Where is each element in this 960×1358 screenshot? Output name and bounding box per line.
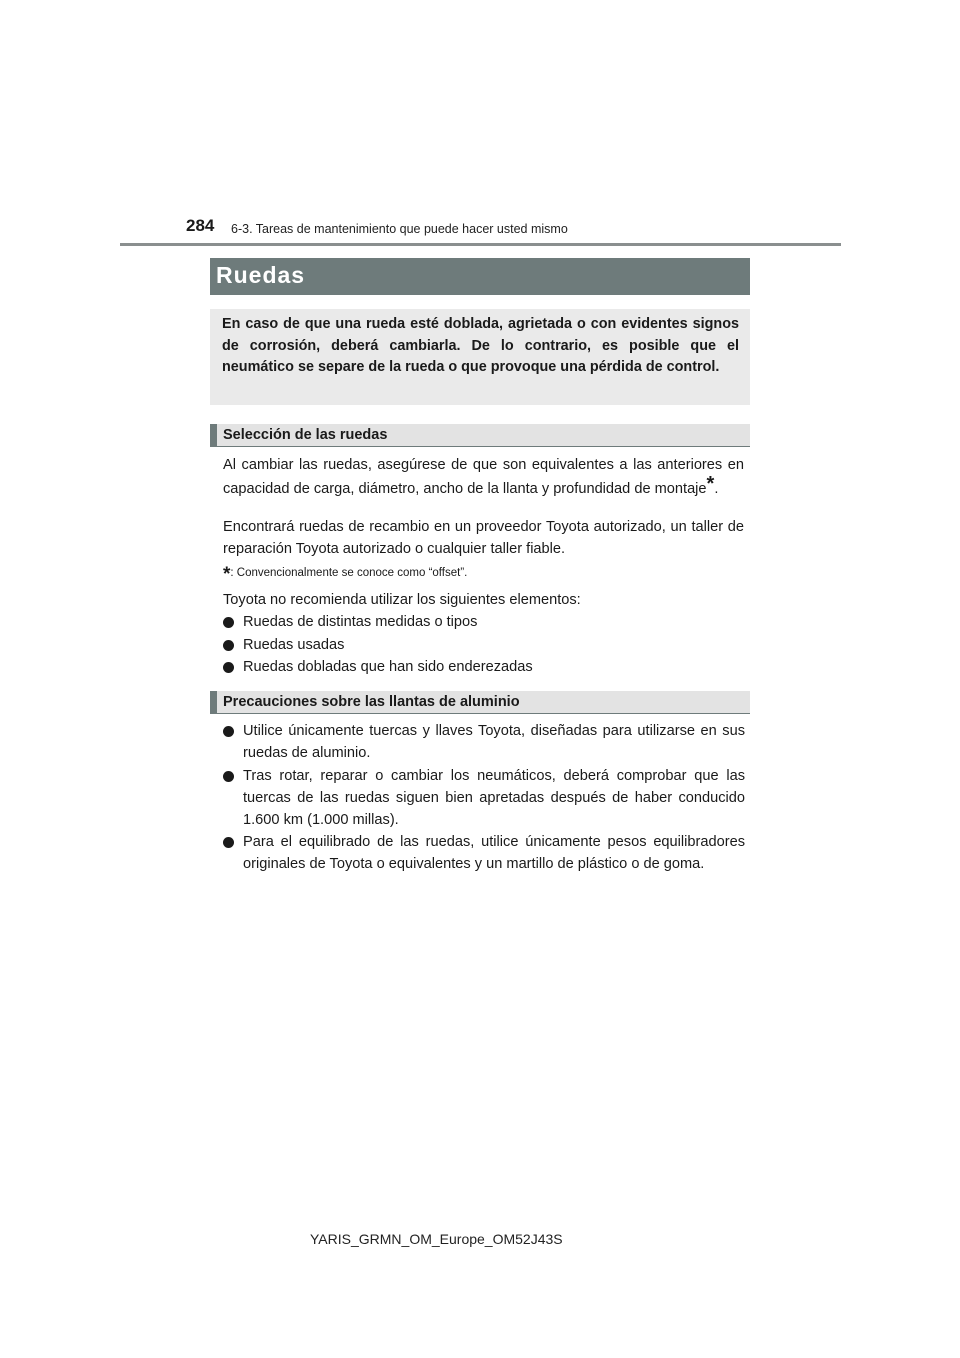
section-heading-text: Selección de las ruedas	[223, 427, 388, 443]
header-rule	[120, 243, 841, 246]
bullet-icon	[223, 662, 234, 673]
intro-warning-box	[210, 309, 750, 405]
list-item-text: Ruedas usadas	[243, 636, 345, 653]
footnote	[223, 564, 467, 586]
document-code: YARIS_GRMN_OM_Europe_OM52J43S	[310, 1231, 563, 1247]
bullet-icon	[223, 771, 234, 782]
section-heading-wheel-selection	[210, 424, 750, 447]
paragraph-end: .	[714, 481, 719, 497]
footnote-star: *	[223, 564, 231, 585]
page-title: Ruedas	[210, 258, 750, 295]
bullet-icon	[223, 640, 234, 651]
list-item	[223, 720, 745, 764]
paragraph-not-recommended: Toyota no recomienda utilizar los siguientes elementos:	[223, 592, 581, 608]
section-heading-aluminum-rims	[210, 691, 750, 714]
paragraph-wheel-equivalence	[223, 454, 744, 500]
section-path: 6-3. Tareas de mantenimiento que puede hacer usted mismo	[231, 222, 568, 236]
list-item-text: Ruedas de distintas medidas o tipos	[243, 614, 478, 630]
list-item	[223, 634, 745, 656]
footnote-marker: *	[706, 473, 715, 495]
paragraph-replacement-source: Encontrará ruedas de recambio en un proveedor Toyota autorizado, un taller de reparación Toyota autorizado o cualquier taller fiable.	[223, 519, 744, 557]
list-item	[223, 831, 745, 875]
paragraph-text: Al cambiar las ruedas, asegúrese de que son equivalentes a las anteriores en capacidad de carga, diámetro, ancho de la llanta y profundidad de montaje	[223, 457, 744, 497]
section-heading-text: Precauciones sobre las llantas de aluminio	[223, 694, 520, 710]
intro-text: En caso de que una rueda esté doblada, agrietada o con evidentes signos de corrosión, deberá cambiarla. De lo contrario, es posible que el neumático se separe de la rueda o que provoque una pérdida de control.	[222, 316, 739, 375]
list-item-text: Para el equilibrado de las ruedas, utilice únicamente pesos equilibradores originales de Toyota o equivalentes y un martillo de plástico o de goma.	[243, 834, 745, 872]
page-number: 284	[186, 216, 215, 235]
list-item	[223, 765, 745, 831]
bullet-list-not-recommended	[223, 611, 745, 679]
bullet-list-aluminum-precautions	[223, 720, 745, 876]
bullet-icon	[223, 837, 234, 848]
bullet-icon	[223, 617, 234, 628]
list-item-text: Ruedas dobladas que han sido enderezadas	[243, 659, 533, 675]
list-item	[223, 656, 745, 678]
footnote-text: : Convencionalmente se conoce como “offset”.	[230, 567, 468, 579]
list-item	[223, 611, 745, 633]
list-item-text: Tras rotar, reparar o cambiar los neumáticos, deberá comprobar que las tuercas de las ruedas siguen bien apretadas después de haber conducido 1.600 km (1.000 millas).	[243, 767, 745, 828]
list-item-text: Utilice únicamente tuercas y llaves Toyota, diseñadas para utilizarse en sus ruedas de aluminio.	[243, 723, 745, 761]
bullet-icon	[223, 726, 234, 737]
